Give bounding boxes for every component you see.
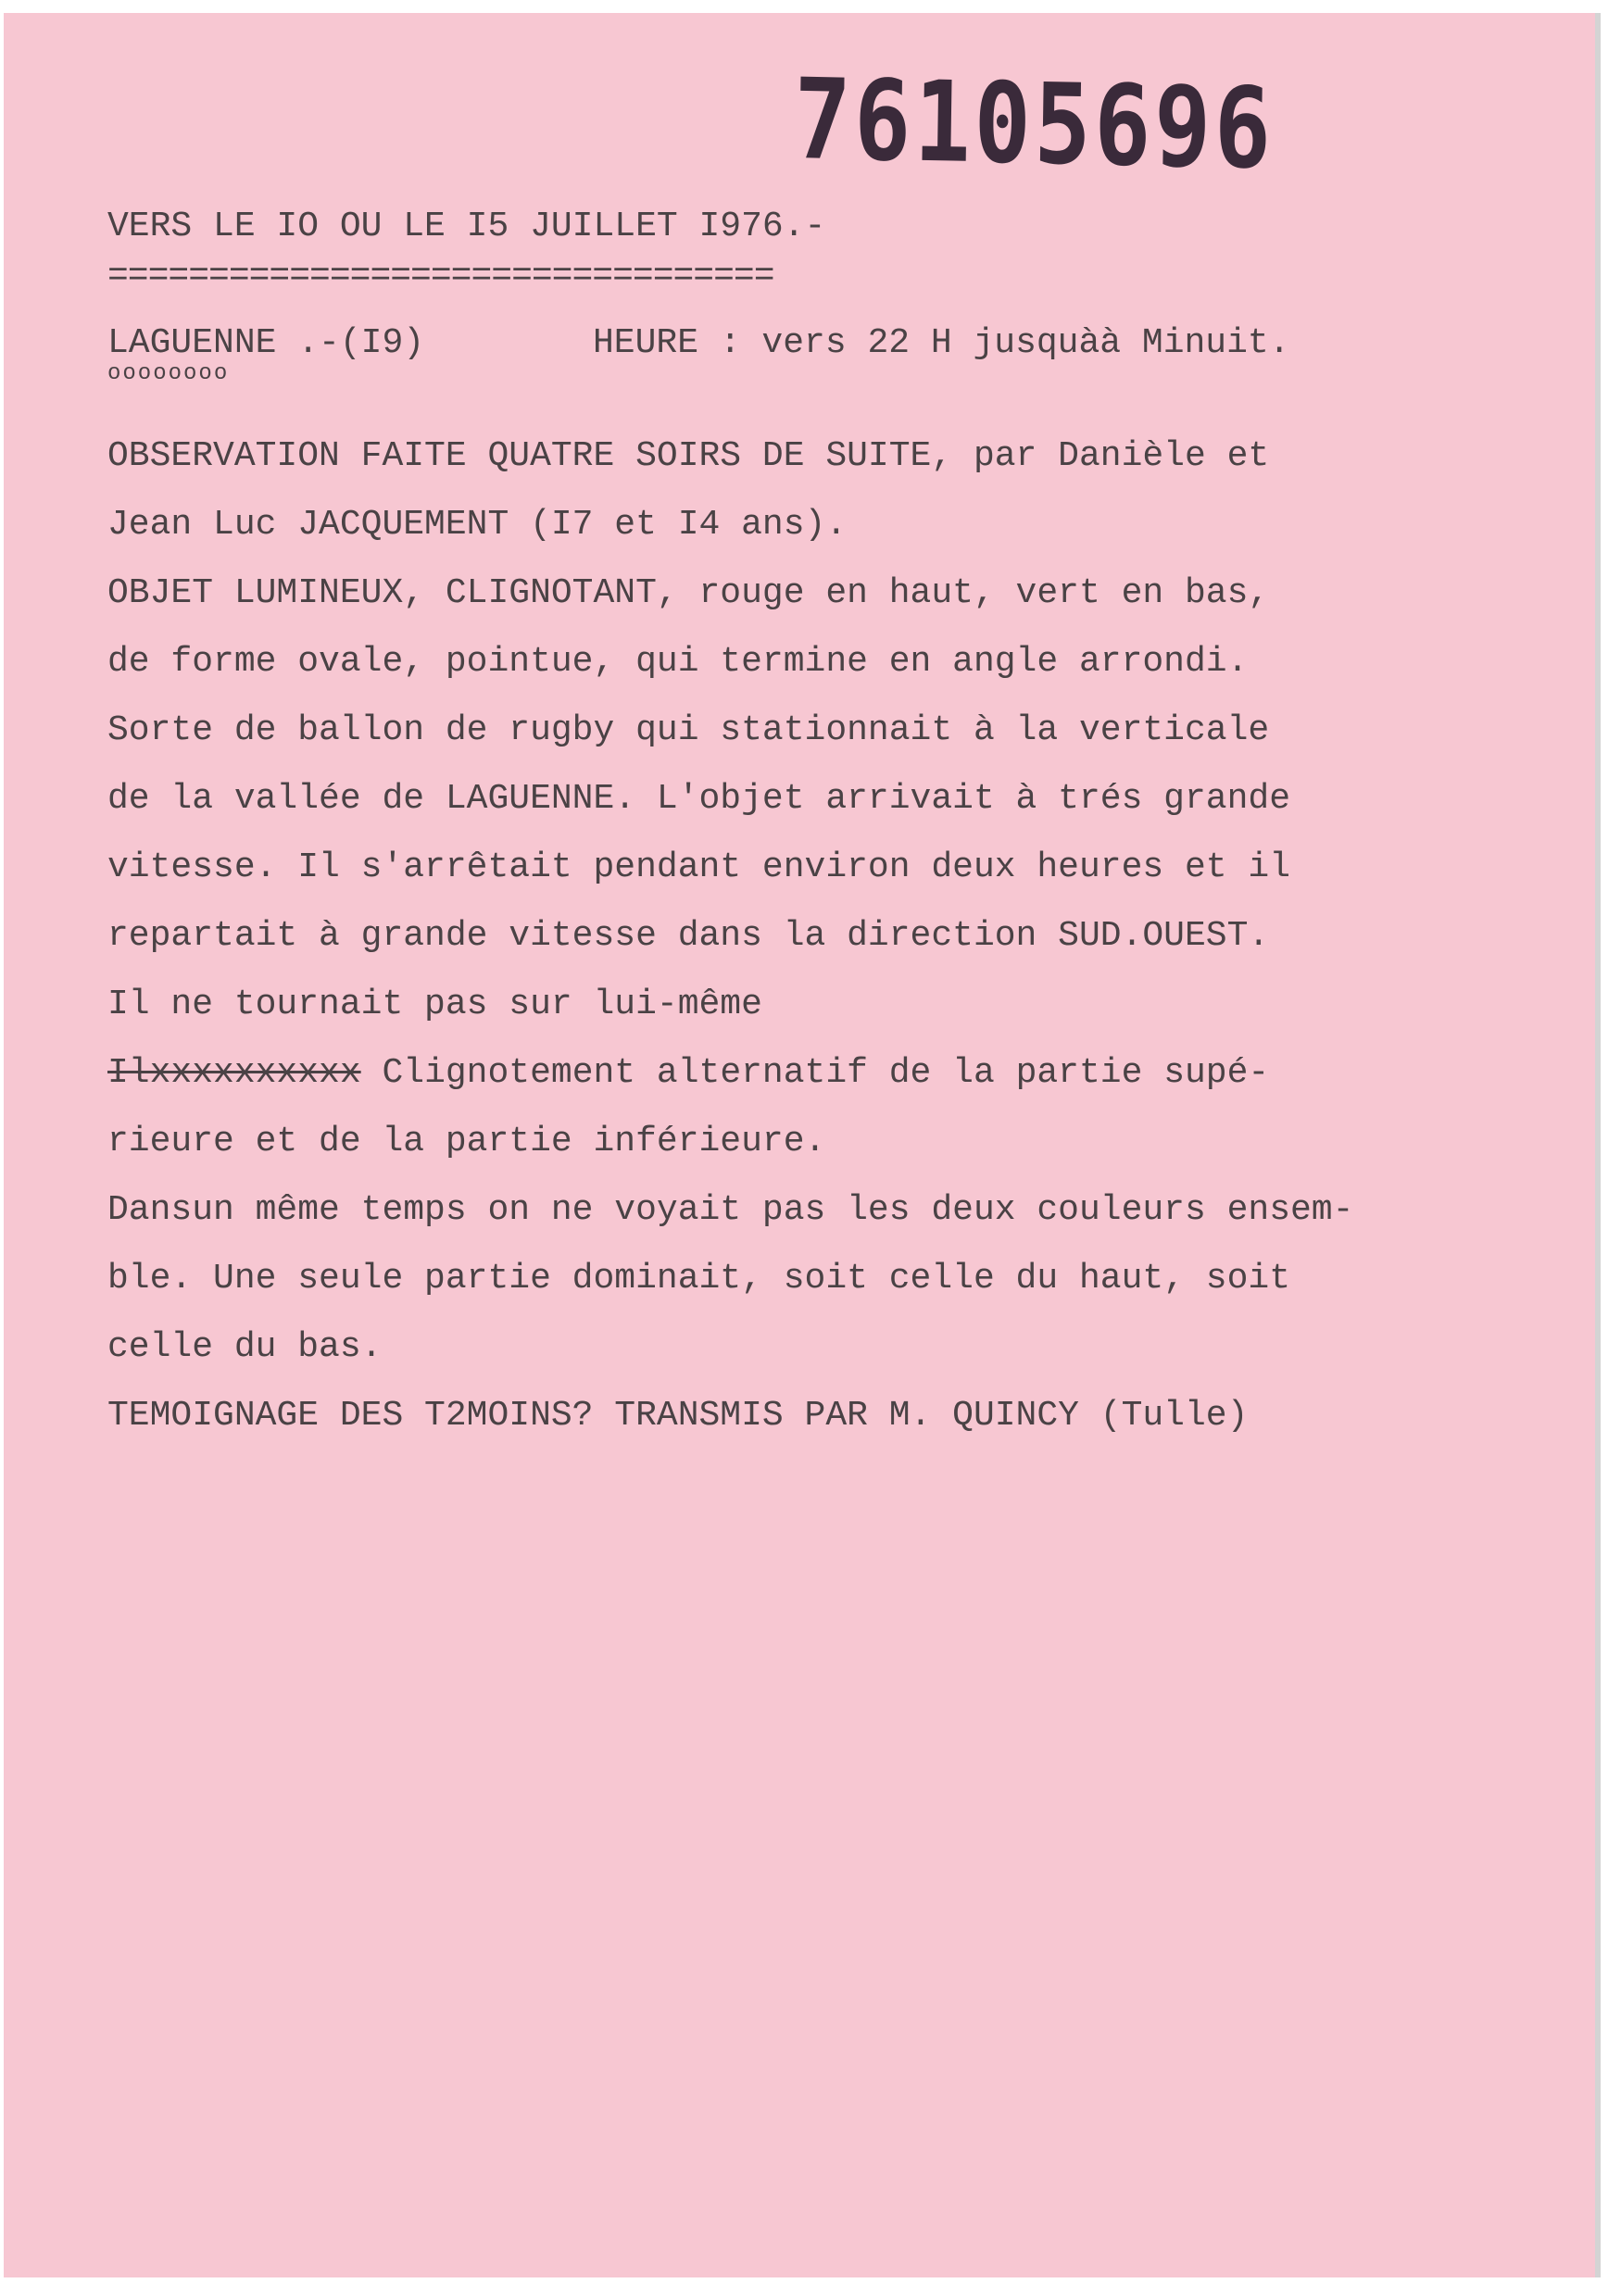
body-line: repartait à grande vitesse dans la direction SUD.OUEST. bbox=[107, 916, 1270, 956]
report-date-heading: VERS LE IO OU LE I5 JUILLET I976.- bbox=[107, 207, 826, 246]
heading-underline: ================================= bbox=[107, 257, 774, 296]
body-line: OBSERVATION FAITE QUATRE SOIRS DE SUITE, par Danièle et bbox=[107, 436, 1270, 476]
body-line: Dansun même temps on ne voyait pas les deux couleurs ensem- bbox=[107, 1190, 1354, 1230]
struck-out-text: Ilxxxxxxxxxx bbox=[107, 1053, 361, 1093]
page-edge-shadow bbox=[1595, 13, 1601, 2277]
body-line: ble. Une seule partie dominait, soit celle du haut, soit bbox=[107, 1259, 1291, 1299]
body-line: rieure et de la partie inférieure. bbox=[107, 1122, 826, 1161]
reference-number-stamp: 76105696 bbox=[793, 56, 1275, 194]
body-line: vitesse. Il s'arrêtait pendant environ deux heures et il bbox=[107, 847, 1291, 887]
time-label: HEURE : vers 22 H jusquàà Minuit. bbox=[593, 323, 1290, 363]
location-label: LAGUENNE .-(I9) bbox=[107, 323, 425, 363]
body-line: Il ne tournait pas sur lui-même bbox=[107, 985, 762, 1024]
body-line: de forme ovale, pointue, qui termine en angle arrondi. bbox=[107, 642, 1249, 682]
body-line: celle du bas. bbox=[107, 1327, 383, 1367]
body-line: de la vallée de LAGUENNE. L'objet arrivait à trés grande bbox=[107, 779, 1291, 819]
body-line: Jean Luc JACQUEMENT (I7 et I4 ans). bbox=[107, 505, 848, 545]
location-underline: oooooooo bbox=[107, 361, 230, 386]
testimony-attribution: TEMOIGNAGE DES T2MOINS? TRANSMIS PAR M. QUINCY (Tulle) bbox=[107, 1396, 1249, 1436]
body-line-text: Clignotement alternatif de la partie supé- bbox=[360, 1053, 1270, 1093]
body-line: Sorte de ballon de rugby qui stationnait à la verticale bbox=[107, 710, 1270, 750]
body-line-with-strikeout bbox=[107, 1053, 1270, 1093]
body-line: OBJET LUMINEUX, CLIGNOTANT, rouge en haut, vert en bas, bbox=[107, 573, 1270, 613]
